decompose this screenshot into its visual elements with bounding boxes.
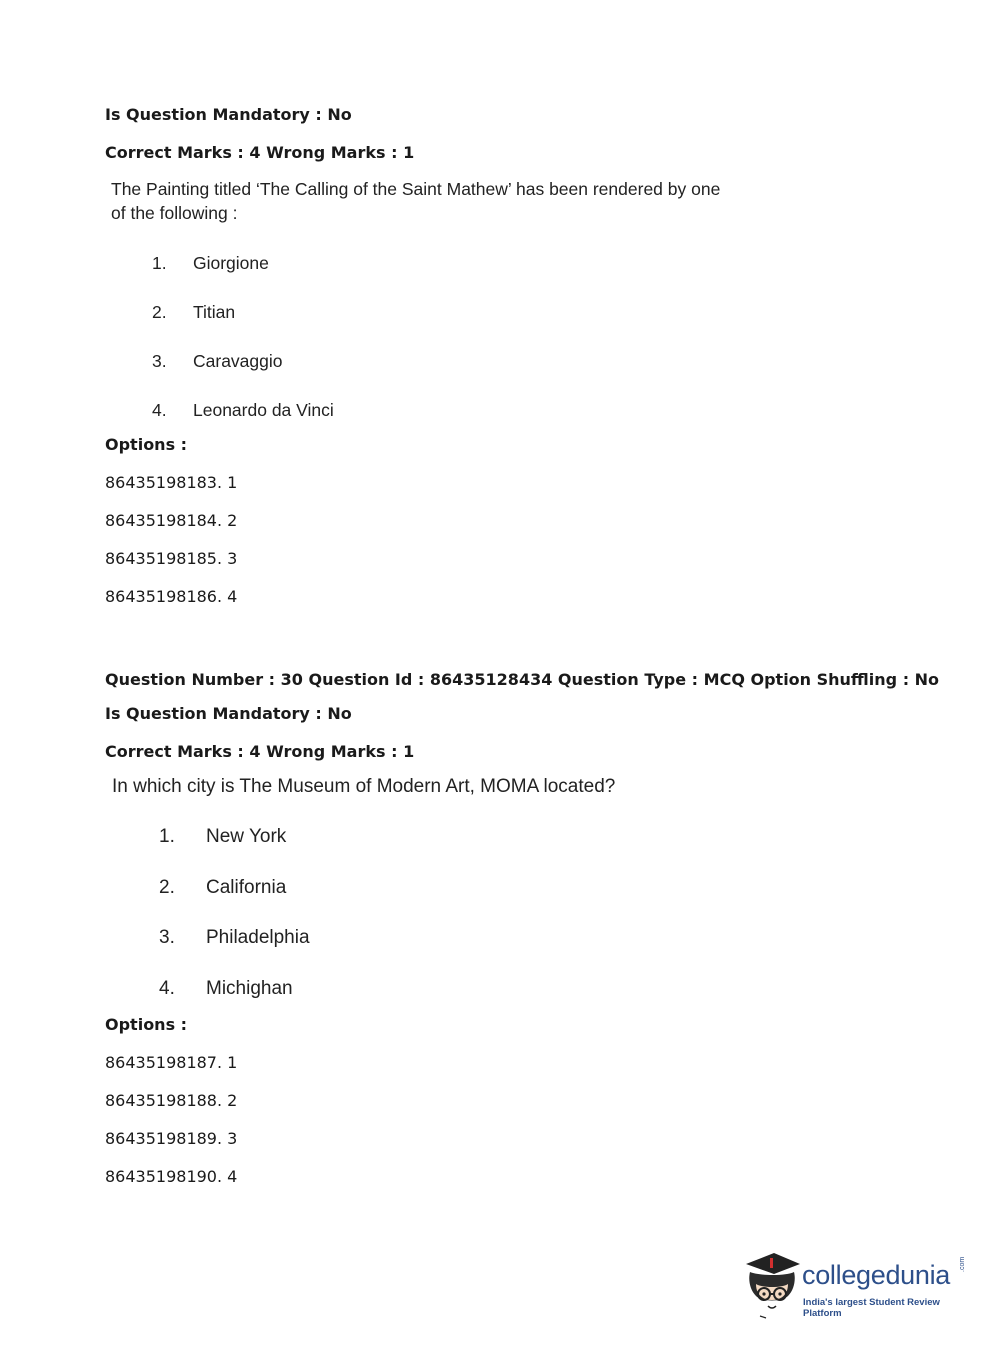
q1-question-line-1: The Painting titled ‘The Calling of the Saint Mathew’ has been rendered by one bbox=[111, 179, 721, 199]
brand-name: collegedunia bbox=[802, 1260, 951, 1290]
q1-choice-4-text: Leonardo da Vinci bbox=[193, 400, 334, 420]
q2-choice-1-number: 1. bbox=[159, 826, 175, 847]
q2-choice-3-text: Philadelphia bbox=[206, 927, 310, 948]
q1-option-4: 86435198186. 4 bbox=[105, 587, 238, 606]
q2-choice-4-number: 4. bbox=[159, 978, 175, 999]
q2-option-1: 86435198187. 1 bbox=[105, 1053, 238, 1072]
q1-choice-3-number: 3. bbox=[152, 351, 167, 371]
q2-header: Question Number : 30 Question Id : 86435128434 Question Type : MCQ Option Shuffling : No bbox=[105, 670, 940, 689]
q1-options-label: Options : bbox=[105, 435, 188, 454]
brand-suffix: .com bbox=[959, 1256, 966, 1272]
q1-choice-2-number: 2. bbox=[152, 302, 167, 322]
q2-option-3: 86435198189. 3 bbox=[105, 1129, 238, 1148]
q1-question-line-2: of the following : bbox=[111, 203, 238, 223]
q1-choice-1-text: Giorgione bbox=[193, 253, 269, 273]
q1-marks: Correct Marks : 4 Wrong Marks : 1 bbox=[105, 143, 415, 162]
student-mascot-icon bbox=[742, 1250, 804, 1322]
collegedunia-logo bbox=[742, 1250, 972, 1320]
q1-choice-2-text: Titian bbox=[193, 302, 236, 322]
q2-option-2: 86435198188. 2 bbox=[105, 1091, 238, 1110]
brand-tagline: India's largest Student Review Platform bbox=[803, 1297, 940, 1319]
q2-option-4: 86435198190. 4 bbox=[105, 1167, 238, 1186]
q1-choice-1-number: 1. bbox=[152, 253, 167, 273]
q1-option-1: 86435198183. 1 bbox=[105, 473, 238, 492]
q2-choice-2-text: California bbox=[206, 877, 287, 898]
q2-mandatory: Is Question Mandatory : No bbox=[105, 704, 352, 723]
q2-choice-4-text: Michighan bbox=[206, 978, 293, 999]
q2-question: In which city is The Museum of Modern Art, MOMA located? bbox=[112, 776, 616, 797]
q2-options-label: Options : bbox=[105, 1015, 188, 1034]
q1-option-2: 86435198184. 2 bbox=[105, 511, 238, 530]
q2-choice-1-text: New York bbox=[206, 826, 287, 847]
q1-choice-3-text: Caravaggio bbox=[193, 351, 283, 371]
q1-mandatory: Is Question Mandatory : No bbox=[105, 105, 352, 124]
q2-choice-3-number: 3. bbox=[159, 927, 175, 948]
q1-option-3: 86435198185. 3 bbox=[105, 549, 238, 568]
q2-choice-2-number: 2. bbox=[159, 877, 175, 898]
q2-marks: Correct Marks : 4 Wrong Marks : 1 bbox=[105, 742, 415, 761]
q1-choice-4-number: 4. bbox=[152, 400, 167, 420]
